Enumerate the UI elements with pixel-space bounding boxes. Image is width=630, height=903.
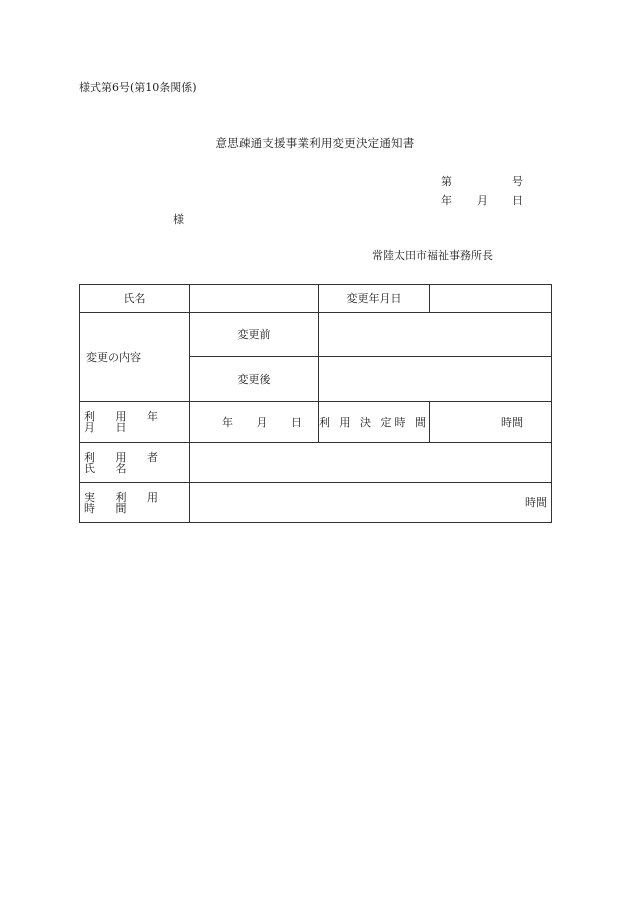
usage-date-day: 日 [291, 415, 302, 429]
before-label: 変更前 [190, 313, 319, 357]
usage-date-month: 月 [256, 415, 268, 429]
table-row [80, 402, 552, 443]
usage-date-field[interactable] [190, 402, 319, 443]
usage-date-label: 利 用 年 月 日 [80, 402, 190, 443]
decided-hours-field[interactable]: 時間 [430, 402, 552, 443]
name-label: 氏名 [80, 285, 190, 313]
table-row [80, 313, 552, 357]
table-row [80, 443, 552, 483]
usage-date-year: 年 [222, 415, 233, 429]
user-name-label: 利 用 者 氏 名 [80, 443, 190, 483]
after-field[interactable] [319, 357, 552, 402]
decided-hours-label: 利 用 決 定時 間 [319, 402, 430, 443]
change-date-label: 変更年月日 [319, 285, 430, 313]
issue-number-prefix: 第 [441, 175, 452, 188]
name-field[interactable] [190, 285, 319, 313]
after-label: 変更後 [190, 357, 319, 402]
table-row [80, 483, 552, 523]
before-field[interactable] [319, 313, 552, 357]
issue-date-year: 年 [441, 194, 452, 207]
issuer-name: 常陸太田市福祉事務所長 [372, 249, 493, 262]
issue-date-month: 月 [477, 194, 488, 207]
actual-hours-field[interactable]: 時間 [190, 483, 552, 523]
actual-hours-label: 実 利 用 時 間 [80, 483, 190, 523]
table-row [80, 285, 552, 313]
recipient-honorific: 様 [173, 213, 184, 226]
form-number: 様式第6号(第10条関係) [79, 81, 197, 94]
document-title: 意思疎通支援事業利用変更決定通知書 [215, 136, 415, 150]
change-date-field[interactable] [430, 285, 552, 313]
user-name-field[interactable] [190, 443, 552, 483]
issue-date-day: 日 [512, 194, 523, 207]
change-content-label: 変更の内容 [80, 313, 190, 402]
issue-number-suffix: 号 [512, 175, 523, 188]
decision-table [79, 284, 552, 523]
